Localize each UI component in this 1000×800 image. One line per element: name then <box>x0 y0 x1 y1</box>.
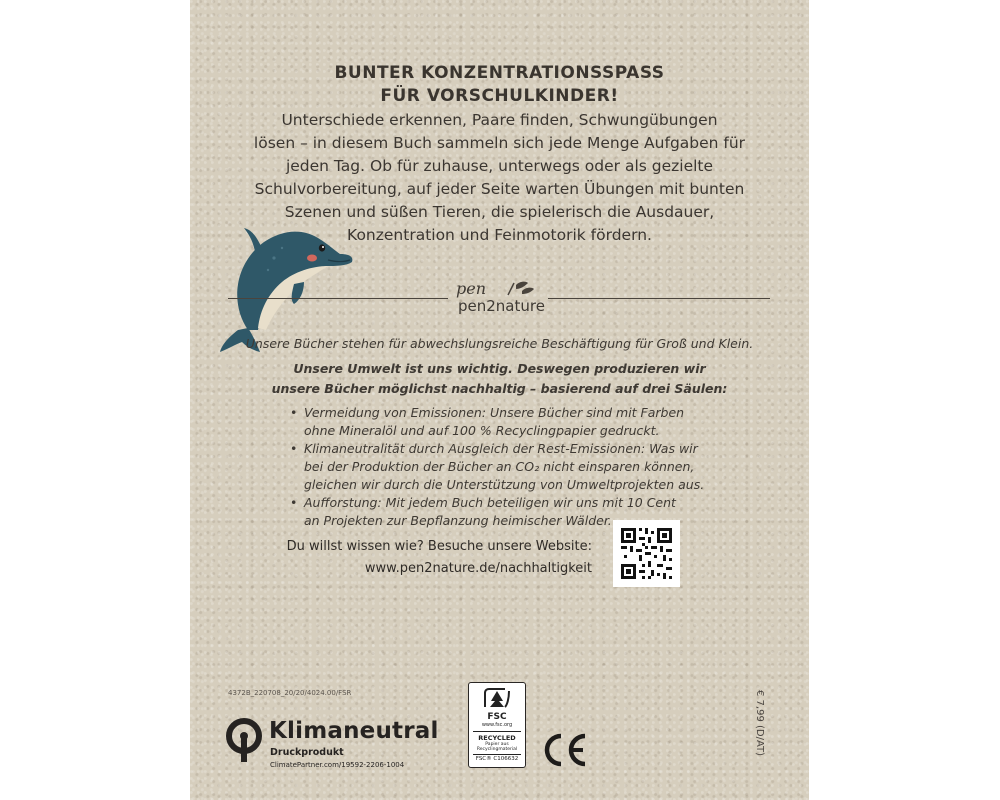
fsc-site: www.fsc.org <box>481 722 513 728</box>
list-item <box>290 440 710 494</box>
klimaneutral-link: ClimatePartner.com/19592-2206-1004 <box>270 761 405 769</box>
environment-heading <box>190 359 809 399</box>
pillar-line: bei der Produktion der Bücher an CO₂ nicht einsparen können, <box>304 459 695 474</box>
divider-right <box>548 298 770 299</box>
logo-text: pen2nature <box>458 297 545 315</box>
ce-mark <box>539 730 591 770</box>
logo-pen: pen <box>456 279 487 298</box>
website-prompt: Du willst wissen wie? Besuche unsere Website: <box>286 539 592 554</box>
environment-heading-line: Unsere Umwelt ist uns wichtig. Deswegen produzieren wir <box>293 361 706 376</box>
headline-line-1: BUNTER KONZENTRATIONSSPASS <box>334 63 665 83</box>
fsc-code: FSC® C106632 <box>475 756 519 762</box>
pillar-line: • Aufforstung: Mit jedem Buch beteiligen wir uns mit 10 Cent <box>304 495 676 510</box>
pillar-line: • Klimaneutralität durch Ausgleich der Rest-Emissionen: Was wir <box>304 441 698 456</box>
fsc-name: FSC <box>487 712 507 722</box>
fsc-sub1: Papier aus <box>485 742 509 747</box>
klimaneutral-subtitle: Druckprodukt <box>270 747 344 758</box>
intro-line: jeden Tag. Ob für zuhause, unterwegs oder als gezielte <box>285 157 714 175</box>
pillar-line: gleichen wir durch die Unterstützung von Umweltprojekten aus. <box>304 477 705 492</box>
intro-line: lösen – in diesem Buch sammeln sich jede Menge Aufgaben für <box>253 134 746 152</box>
price-text: € 7,99 (D/AT) <box>754 690 765 757</box>
qr-code-icon <box>613 520 680 587</box>
intro-line: Schulvorbereitung, auf jeder Seite warten Übungen mit bunten <box>254 180 745 198</box>
list-item <box>290 404 710 440</box>
headline-line-2: FÜR VORSCHULKINDER! <box>380 86 619 106</box>
website-block <box>287 536 592 580</box>
pillar-line: an Projekten zur Bepflanzung heimischer Wälder. <box>304 513 612 528</box>
price-tag <box>753 690 765 757</box>
fsc-sub2: Recyclingmaterial <box>476 747 518 752</box>
intro-line: Szenen und süßen Tieren, die spielerisch die Ausdauer, <box>284 203 715 221</box>
environment-heading-line: unsere Bücher möglichst nachhaltig – basierend auf drei Säulen: <box>271 381 728 396</box>
website-link[interactable]: www.pen2nature.de/nachhaltigkeit <box>364 561 592 576</box>
fsc-recycled: RECYCLED <box>478 734 516 742</box>
book-back-cover <box>190 0 809 800</box>
article-number: 4372B_220708_20/20/4024.00/FSR <box>228 689 352 697</box>
intro-line: Konzentration und Feinmotorik fördern. <box>347 226 652 244</box>
climatepartner-icon <box>224 716 264 764</box>
tagline: Unsere Bücher stehen für abwechslungsreiche Beschäftigung für Groß und Klein. <box>245 336 754 351</box>
qr-code[interactable] <box>613 520 680 587</box>
fsc-tree-logo <box>481 687 513 709</box>
pillar-line: ohne Mineralöl und auf 100 % Recyclingpapier gedruckt. <box>304 423 660 438</box>
pillar-line: • Vermeidung von Emissionen: Unsere Bücher sind mit Farben <box>304 405 685 420</box>
intro-line: Unterschiede erkennen, Paare finden, Schwungübungen <box>281 111 718 129</box>
pen2nature-logo <box>452 279 544 319</box>
divider-left <box>228 298 448 299</box>
pillars-list <box>290 404 710 530</box>
klimaneutral-title: Klimaneutral <box>269 718 439 744</box>
fsc-label <box>468 682 526 768</box>
